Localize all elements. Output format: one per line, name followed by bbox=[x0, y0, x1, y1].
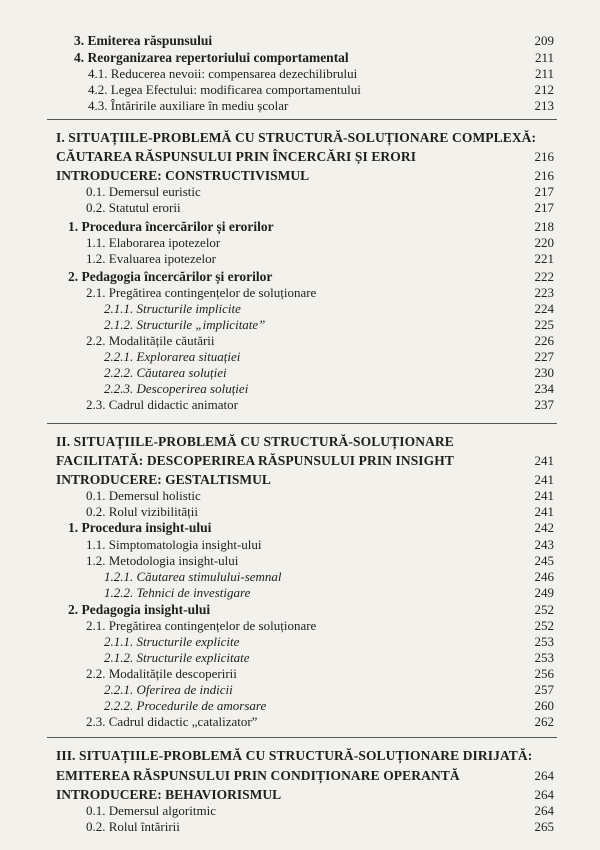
entry-title: INTRODUCERE: CONSTRUCTIVISMUL bbox=[56, 168, 310, 183]
entry-page: 252 bbox=[534, 602, 554, 617]
toc-entry bbox=[0, 147, 600, 167]
entry-page: 241 bbox=[534, 488, 554, 503]
entry-page: 241 bbox=[534, 472, 554, 487]
toc-entry bbox=[0, 249, 600, 269]
entry-title: INTRODUCERE: BEHAVIORISMUL bbox=[56, 787, 282, 802]
entry-title: 2.2.1. Oferirea de indicii bbox=[104, 682, 233, 697]
entry-title: 1.2.2. Tehnici de investigare bbox=[104, 585, 251, 600]
entry-page: 211 bbox=[534, 50, 554, 65]
entry-page: 221 bbox=[534, 251, 554, 266]
entry-page: 234 bbox=[534, 381, 554, 396]
entry-title: 0.1. Demersul holistic bbox=[86, 488, 201, 503]
toc-entry bbox=[0, 746, 600, 766]
section-divider bbox=[47, 737, 557, 738]
entry-page: 230 bbox=[534, 365, 554, 380]
toc-entry bbox=[0, 128, 600, 148]
entry-title: 2.1.2. Structurile explicitate bbox=[104, 650, 250, 665]
entry-title: 2.1. Pregătirea contingențelor de soluționare bbox=[86, 285, 317, 300]
toc-entry bbox=[0, 712, 600, 732]
entry-title: 4. Reorganizarea repertoriului comportamental bbox=[74, 50, 349, 65]
entry-title: 0.1. Demersul euristic bbox=[86, 184, 201, 199]
entry-title: 0.2. Statutul erorii bbox=[86, 200, 181, 215]
entry-title: 2.2. Modalitățile căutării bbox=[86, 333, 215, 348]
entry-title: 3. Emiterea răspunsului bbox=[74, 33, 213, 48]
entry-title: 2.3. Cadrul didactic „catalizator” bbox=[86, 714, 258, 729]
entry-title: 0.2. Rolul întăririi bbox=[86, 819, 180, 834]
entry-title: 2.2.2. Căutarea soluției bbox=[104, 365, 227, 380]
entry-title: FACILITATĂ: DESCOPERIREA RĂSPUNSULUI PRIN INSIGHT bbox=[56, 453, 454, 468]
entry-page: 246 bbox=[534, 569, 554, 584]
entry-title: 1.1. Elaborarea ipotezelor bbox=[86, 235, 221, 250]
entry-page: 224 bbox=[534, 301, 554, 316]
entry-title: INTRODUCERE: GESTALTISMUL bbox=[56, 472, 271, 487]
entry-title: 4.1. Reducerea nevoii: compensarea dezechilibrului bbox=[88, 66, 358, 81]
entry-page: 249 bbox=[534, 585, 554, 600]
entry-title: III. SITUAȚIILE-PROBLEMĂ CU STRUCTURĂ-SOLUȚIONARE DIRIJATĂ: bbox=[56, 748, 533, 763]
entry-page: 216 bbox=[534, 149, 554, 164]
entry-page: 217 bbox=[534, 184, 554, 199]
toc-entry bbox=[0, 395, 600, 415]
entry-title: 1.2.1. Căutarea stimulului-semnal bbox=[104, 569, 282, 584]
entry-title: 2.1.1. Structurile implicite bbox=[104, 301, 241, 316]
entry-page: 225 bbox=[534, 317, 554, 332]
entry-page: 222 bbox=[534, 269, 554, 284]
entry-page: 223 bbox=[534, 285, 554, 300]
entry-title: 2.3. Cadrul didactic animator bbox=[86, 397, 238, 412]
entry-page: 241 bbox=[534, 504, 554, 519]
entry-title: 2. Pedagogia încercărilor și erorilor bbox=[68, 269, 273, 284]
entry-page: 257 bbox=[534, 682, 554, 697]
toc-entry bbox=[0, 817, 600, 837]
entry-title: 2.1. Pregătirea contingențelor de soluționare bbox=[86, 618, 317, 633]
toc-entry bbox=[0, 432, 600, 452]
entry-title: 1. Procedura încercărilor și erorilor bbox=[68, 219, 274, 234]
entry-page: 260 bbox=[534, 698, 554, 713]
entry-page: 212 bbox=[534, 82, 554, 97]
section-divider bbox=[47, 119, 557, 120]
entry-page: 245 bbox=[534, 553, 554, 568]
toc-entry bbox=[0, 766, 600, 786]
entry-page: 241 bbox=[534, 453, 554, 468]
entry-page: 220 bbox=[534, 235, 554, 250]
entry-title: EMITEREA RĂSPUNSULUI PRIN CONDIȚIONARE OPERANTĂ bbox=[56, 768, 460, 783]
entry-page: 218 bbox=[534, 219, 554, 234]
entry-page: 243 bbox=[534, 537, 554, 552]
entry-page: 227 bbox=[534, 349, 554, 364]
entry-title: 4.3. Întăririle auxiliare în mediu școlar bbox=[88, 98, 289, 113]
entry-page: 262 bbox=[534, 714, 554, 729]
entry-title: 1.2. Evaluarea ipotezelor bbox=[86, 251, 216, 266]
entry-title: 2.2.3. Descoperirea soluției bbox=[104, 381, 249, 396]
entry-title: 1.2. Metodologia insight-ului bbox=[86, 553, 239, 568]
entry-page: 264 bbox=[534, 768, 554, 783]
entry-page: 216 bbox=[534, 168, 554, 183]
entry-title: II. SITUAȚIILE-PROBLEMĂ CU STRUCTURĂ-SOLUȚIONARE bbox=[56, 434, 454, 449]
entry-title: CĂUTAREA RĂSPUNSULUI PRIN ÎNCERCĂRI ȘI ERORI bbox=[56, 149, 417, 164]
entry-title: I. SITUAȚIILE-PROBLEMĂ CU STRUCTURĂ-SOLUȚIONARE COMPLEXĂ: bbox=[56, 130, 537, 145]
entry-page: 237 bbox=[534, 397, 554, 412]
entry-page: 264 bbox=[534, 787, 554, 802]
entry-page: 211 bbox=[534, 66, 554, 81]
entry-title: 4.2. Legea Efectului: modificarea comportamentului bbox=[88, 82, 361, 97]
entry-title: 1. Procedura insight-ului bbox=[68, 520, 212, 535]
entry-page: 209 bbox=[534, 33, 554, 48]
entry-page: 252 bbox=[534, 618, 554, 633]
entry-page: 253 bbox=[534, 634, 554, 649]
entry-title: 2.1.2. Structurile „implicitate” bbox=[104, 317, 266, 332]
entry-page: 256 bbox=[534, 666, 554, 681]
section-divider bbox=[47, 423, 557, 424]
entry-page: 265 bbox=[534, 819, 554, 834]
entry-page: 253 bbox=[534, 650, 554, 665]
entry-title: 2. Pedagogia insight-ului bbox=[68, 602, 211, 617]
entry-page: 264 bbox=[534, 803, 554, 818]
entry-title: 2.2.1. Explorarea situației bbox=[104, 349, 241, 364]
toc-entry bbox=[0, 96, 600, 116]
entry-title: 2.2.2. Procedurile de amorsare bbox=[104, 698, 267, 713]
entry-page: 213 bbox=[534, 98, 554, 113]
entry-title: 0.2. Rolul vizibilității bbox=[86, 504, 198, 519]
entry-page: 226 bbox=[534, 333, 554, 348]
toc-entry bbox=[0, 198, 600, 218]
entry-page: 217 bbox=[534, 200, 554, 215]
entry-title: 0.1. Demersul algoritmic bbox=[86, 803, 216, 818]
toc-entry bbox=[0, 451, 600, 471]
entry-title: 1.1. Simptomatologia insight-ului bbox=[86, 537, 262, 552]
entry-title: 2.2. Modalitățile descoperirii bbox=[86, 666, 237, 681]
entry-page: 242 bbox=[534, 520, 554, 535]
entry-title: 2.1.1. Structurile explicite bbox=[104, 634, 240, 649]
